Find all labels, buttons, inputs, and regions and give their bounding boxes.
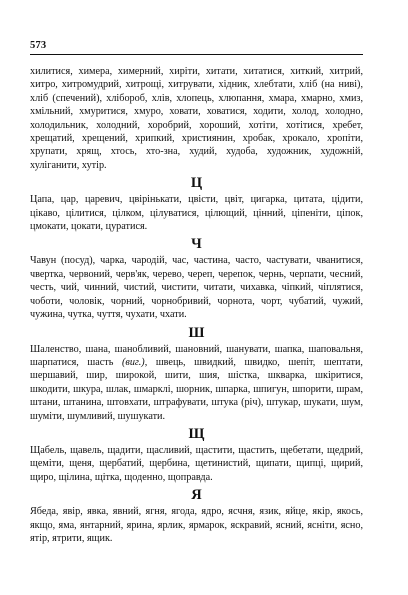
word-list-paragraph-ts — [30, 193, 363, 233]
word-list-paragraph-ya — [30, 505, 363, 545]
word-list-text: Чавун (посуд), чарка, чародій, час, частина, часто, частувати, чванитися, чвертка, червоний, черв'як, черево, череп, черепок, чернь, черпати, чесний, честь, чий, чинний, чистий, чистити, читати, чихавка, чіпкий, чіплятися, чоботи, чоловік, чорний, чорнобривий, чорнота, чорт, чубатий, чужий, чужина, чутка, чуття, чухати, чхати. — [30, 255, 363, 321]
header-rule — [30, 54, 363, 55]
word-list-text: Цапа, цар, царевич, цвірінькати, цвісти, цвіт, цигарка, цитата, цідити, цікаво, цілитися, цілком, цілуватися, цілющий, цінний, ціпеніти, ціпок, цмокати, цокати, цуратися. — [30, 194, 363, 233]
word-list-text: Щабель, щавель, щадити, щасливий, щастити, щастить, щебетати, щедрий, щеміти, щеня, щербатий, щербина, щетинистий, щипати, щипці, щирий, щиро, щілина, щітка, щоденно, щоправда. — [30, 444, 363, 483]
word-list-paragraph-ch — [30, 254, 363, 321]
word-list-paragraph-sh — [30, 343, 363, 423]
word-list-text: , швець, швидкий, швидко, шепіт, шептати, шершавий, шир, широкой, шити, шия, шістка, шкварка, шкіритися, шкодити, шкура, шлак, шмарклі, шорник, шпарка, шпигун, шпорити, шрам, штани, штанина, штовхати, штрафувати, штука (річ), штукар, шукати, шум, шуміти, шумливий, шушукати. — [30, 356, 363, 422]
page-number: 573 — [30, 40, 47, 51]
interjection-note: (виг.) — [122, 356, 145, 368]
section-heading-sh: Ш — [188, 324, 205, 341]
word-list-paragraph-kh — [30, 65, 363, 172]
word-list-text: Ябеда, явір, явка, явний, ягня, ягода, ядро, ясчня, язик, яйце, якір, якось, якщо, яма, янтарний, ярина, ярлик, ярмарок, яскравий, ясний, ясніти, ясно, ятір, ятрити, ящик. — [30, 506, 363, 544]
section-heading-ch: Ч — [191, 236, 202, 253]
page-content — [30, 65, 363, 545]
section-heading-ts: Ц — [190, 175, 203, 192]
section-heading-ya: Я — [191, 487, 202, 504]
word-list-text: хилитися, химера, химерний, хиріти, хитати, хитатися, хиткий, хитрий, хитро, хитромудрий, хитрощі, хитрувати, хідник, хлебтати, хліб (на ниві), хліб (спечений), хлібороб, хлів, хлопець, хлюпання, хмара, хмарно, хмиз, хмільний, хмуритися, хмуро, ховати, ховатися, ходити, холод, холодно, холодильник, холодний, хоробрий, хороший, хотіти, хотітися, хребет, хрещатий, хрещений, хрипкий, християнин, хробак, хрокало, хропіти, хрупати, хрящ, хтось, хто-зна, худий, худоба, художник, художній, хуліганити, хутір. — [30, 66, 363, 171]
word-list-text: Шаленство, шана, шанобливий, шановний, шанувати, шапка, шаповальня, шарпатися, шасть — [30, 343, 363, 368]
section-heading-shch: Щ — [188, 425, 205, 442]
word-list-paragraph-shch — [30, 444, 363, 484]
